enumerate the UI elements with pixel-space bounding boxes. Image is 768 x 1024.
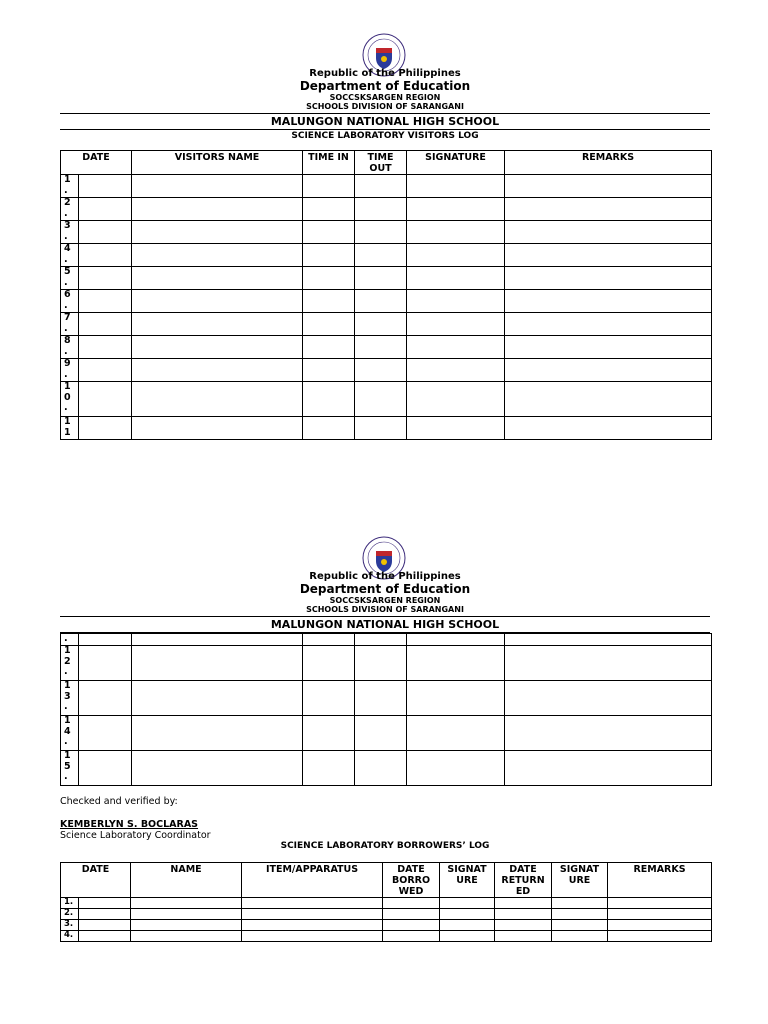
cell[interactable] [355,646,407,681]
row-number: . [61,634,79,646]
cell[interactable] [407,681,505,716]
cell[interactable] [79,898,131,909]
col-signature-2: SIGNAT URE [552,863,608,898]
cell[interactable] [355,417,407,440]
cell[interactable] [407,417,505,440]
cell[interactable] [303,634,355,646]
cell[interactable] [303,417,355,440]
table-header-row [61,151,712,175]
table-row [61,221,712,244]
cell[interactable] [79,920,131,931]
cell[interactable] [132,313,303,336]
cell[interactable] [131,920,242,931]
cell[interactable] [303,681,355,716]
cell[interactable] [505,716,712,751]
cell[interactable] [552,920,608,931]
cell[interactable] [79,175,132,198]
cell[interactable] [79,681,132,716]
cell[interactable] [132,359,303,382]
cell[interactable] [355,267,407,290]
cell[interactable] [495,898,552,909]
cell[interactable] [132,751,303,786]
republic-label: Republic of the Philippines [309,68,461,79]
table-row [61,909,712,920]
cell[interactable] [132,634,303,646]
region-label: SOCCSKSARGEN REGION [329,93,441,102]
col-signature: SIGNAT URE [440,863,495,898]
row-number: 2. [61,909,79,920]
cell[interactable] [407,382,505,417]
cell[interactable] [303,290,355,313]
cell[interactable] [505,336,712,359]
cell[interactable] [79,634,132,646]
borrowers-log-title: SCIENCE LABORATORY BORROWERS’ LOG [280,841,490,851]
cell[interactable] [303,359,355,382]
cell[interactable] [495,909,552,920]
col-remarks: REMARKS [608,863,712,898]
cell[interactable] [132,267,303,290]
row-number: 5 . [61,267,79,290]
cell[interactable] [440,920,495,931]
cell[interactable] [505,646,712,681]
table-row [61,646,712,681]
row-number: 6 . [61,290,79,313]
cell[interactable] [79,198,132,221]
row-number: 1 0 . [61,382,79,417]
cell[interactable] [407,267,505,290]
cell[interactable] [355,716,407,751]
division-label: SCHOOLS DIVISION OF SARANGANI [306,102,464,111]
cell[interactable] [132,198,303,221]
cell[interactable] [608,898,712,909]
cell[interactable] [505,244,712,267]
col-name: NAME [131,863,242,898]
cell[interactable] [79,751,132,786]
table-row [61,267,712,290]
cell[interactable] [383,931,440,942]
cell[interactable] [383,920,440,931]
cell[interactable] [303,267,355,290]
cell[interactable] [505,221,712,244]
col-date: DATE [61,863,131,898]
col-remarks: REMARKS [505,151,712,175]
table-row [61,244,712,267]
table-header-row [61,863,712,898]
table-row [61,931,712,942]
divider [60,129,710,130]
cell[interactable] [303,751,355,786]
cell[interactable] [440,931,495,942]
borrowers-log-table [60,862,712,942]
department-label: Department of Education [299,79,471,93]
cell[interactable] [79,716,132,751]
cell[interactable] [505,681,712,716]
cell[interactable] [407,359,505,382]
visitors-log-continued-table [60,633,712,786]
cell[interactable] [505,313,712,336]
cell[interactable] [303,646,355,681]
cell[interactable] [440,898,495,909]
table-row [61,313,712,336]
cell[interactable] [505,417,712,440]
cell[interactable] [79,313,132,336]
cell[interactable] [505,359,712,382]
row-number: 8 . [61,336,79,359]
school-name: MALUNGON NATIONAL HIGH SCHOOL [270,115,500,128]
table-row [61,634,712,646]
row-number: 4. [61,931,79,942]
cell[interactable] [505,634,712,646]
cell[interactable] [407,221,505,244]
table-row [61,751,712,786]
col-time-out: TIME OUT [355,151,407,175]
cell[interactable] [303,198,355,221]
cell[interactable] [505,198,712,221]
cell[interactable] [132,382,303,417]
divider [60,113,710,114]
cell[interactable] [407,751,505,786]
table-row [61,920,712,931]
cell[interactable] [608,909,712,920]
cell[interactable] [132,244,303,267]
cell[interactable] [505,267,712,290]
visitors-log-title: SCIENCE LABORATORY VISITORS LOG [291,131,479,141]
cell[interactable] [552,909,608,920]
cell[interactable] [303,313,355,336]
cell[interactable] [132,175,303,198]
cell[interactable] [495,931,552,942]
cell[interactable] [355,634,407,646]
row-number: 9 . [61,359,79,382]
cell[interactable] [505,382,712,417]
region-label: SOCCSKSARGEN REGION [329,596,441,605]
col-date-returned: DATE RETURN ED [495,863,552,898]
cell[interactable] [79,221,132,244]
cell[interactable] [355,313,407,336]
cell[interactable] [355,221,407,244]
cell[interactable] [131,898,242,909]
col-date-borrowed: DATE BORRO WED [383,863,440,898]
republic-label: Republic of the Philippines [309,571,461,582]
table-row [61,198,712,221]
cell[interactable] [355,198,407,221]
divider [60,616,710,617]
cell[interactable] [242,898,383,909]
checked-verified-label: Checked and verified by: [60,796,178,807]
table-row [61,898,712,909]
cell[interactable] [303,382,355,417]
row-number: 1. [61,898,79,909]
col-visitors-name: VISITORS NAME [132,151,303,175]
cell[interactable] [132,221,303,244]
department-label: Department of Education [299,582,471,596]
cell[interactable] [79,931,131,942]
cell[interactable] [407,290,505,313]
cell[interactable] [407,198,505,221]
cell[interactable] [355,290,407,313]
cell[interactable] [79,359,132,382]
row-number: 1 1 [61,417,79,440]
cell[interactable] [407,336,505,359]
cell[interactable] [79,267,132,290]
cell[interactable] [407,646,505,681]
cell[interactable] [303,221,355,244]
cell[interactable] [552,931,608,942]
table-row [61,382,712,417]
cell[interactable] [79,382,132,417]
cell[interactable] [407,313,505,336]
table-row [61,359,712,382]
table-row [61,175,712,198]
cell[interactable] [242,931,383,942]
cell[interactable] [355,175,407,198]
col-item-apparatus: ITEM/APPARATUS [242,863,383,898]
col-time-in: TIME IN [303,151,355,175]
cell[interactable] [407,634,505,646]
cell[interactable] [132,336,303,359]
row-number: 2 . [61,198,79,221]
cell[interactable] [303,244,355,267]
cell[interactable] [355,681,407,716]
cell[interactable] [355,382,407,417]
cell[interactable] [79,336,132,359]
cell[interactable] [132,646,303,681]
cell[interactable] [303,175,355,198]
table-row [61,336,712,359]
cell[interactable] [608,920,712,931]
cell[interactable] [132,716,303,751]
row-number: 1 . [61,175,79,198]
cell[interactable] [407,716,505,751]
cell[interactable] [132,417,303,440]
table-row [61,417,712,440]
col-signature: SIGNATURE [407,151,505,175]
table-row [61,716,712,751]
cell[interactable] [79,290,132,313]
row-number: 3. [61,920,79,931]
cell[interactable] [132,681,303,716]
cell[interactable] [131,909,242,920]
school-name: MALUNGON NATIONAL HIGH SCHOOL [270,618,500,631]
cell[interactable] [383,909,440,920]
table-row [61,681,712,716]
cell[interactable] [79,417,132,440]
row-number: 1 4 . [61,716,79,751]
table-row [61,290,712,313]
cell[interactable] [407,175,505,198]
division-label: SCHOOLS DIVISION OF SARANGANI [306,605,464,614]
cell[interactable] [505,290,712,313]
row-number: 3 . [61,221,79,244]
coordinator-name: KEMBERLYN S. BOCLARAS [60,819,199,830]
cell[interactable] [79,646,132,681]
row-number: 1 2 . [61,646,79,681]
cell[interactable] [440,909,495,920]
cell[interactable] [131,931,242,942]
coordinator-position: Science Laboratory Coordinator [60,830,211,841]
cell[interactable] [355,336,407,359]
row-number: 1 5 . [61,751,79,786]
col-date: DATE [61,151,132,175]
cell[interactable] [303,716,355,751]
cell[interactable] [608,931,712,942]
visitors-log-table [60,150,712,440]
cell[interactable] [303,336,355,359]
cell[interactable] [407,244,505,267]
cell[interactable] [383,898,440,909]
cell[interactable] [505,751,712,786]
cell[interactable] [495,920,552,931]
cell[interactable] [242,909,383,920]
row-number: 4 . [61,244,79,267]
cell[interactable] [355,244,407,267]
cell[interactable] [79,909,131,920]
cell[interactable] [242,920,383,931]
cell[interactable] [355,359,407,382]
cell[interactable] [355,751,407,786]
cell[interactable] [132,290,303,313]
row-number: 7 . [61,313,79,336]
cell[interactable] [505,175,712,198]
cell[interactable] [552,898,608,909]
row-number: 1 3 . [61,681,79,716]
cell[interactable] [79,244,132,267]
